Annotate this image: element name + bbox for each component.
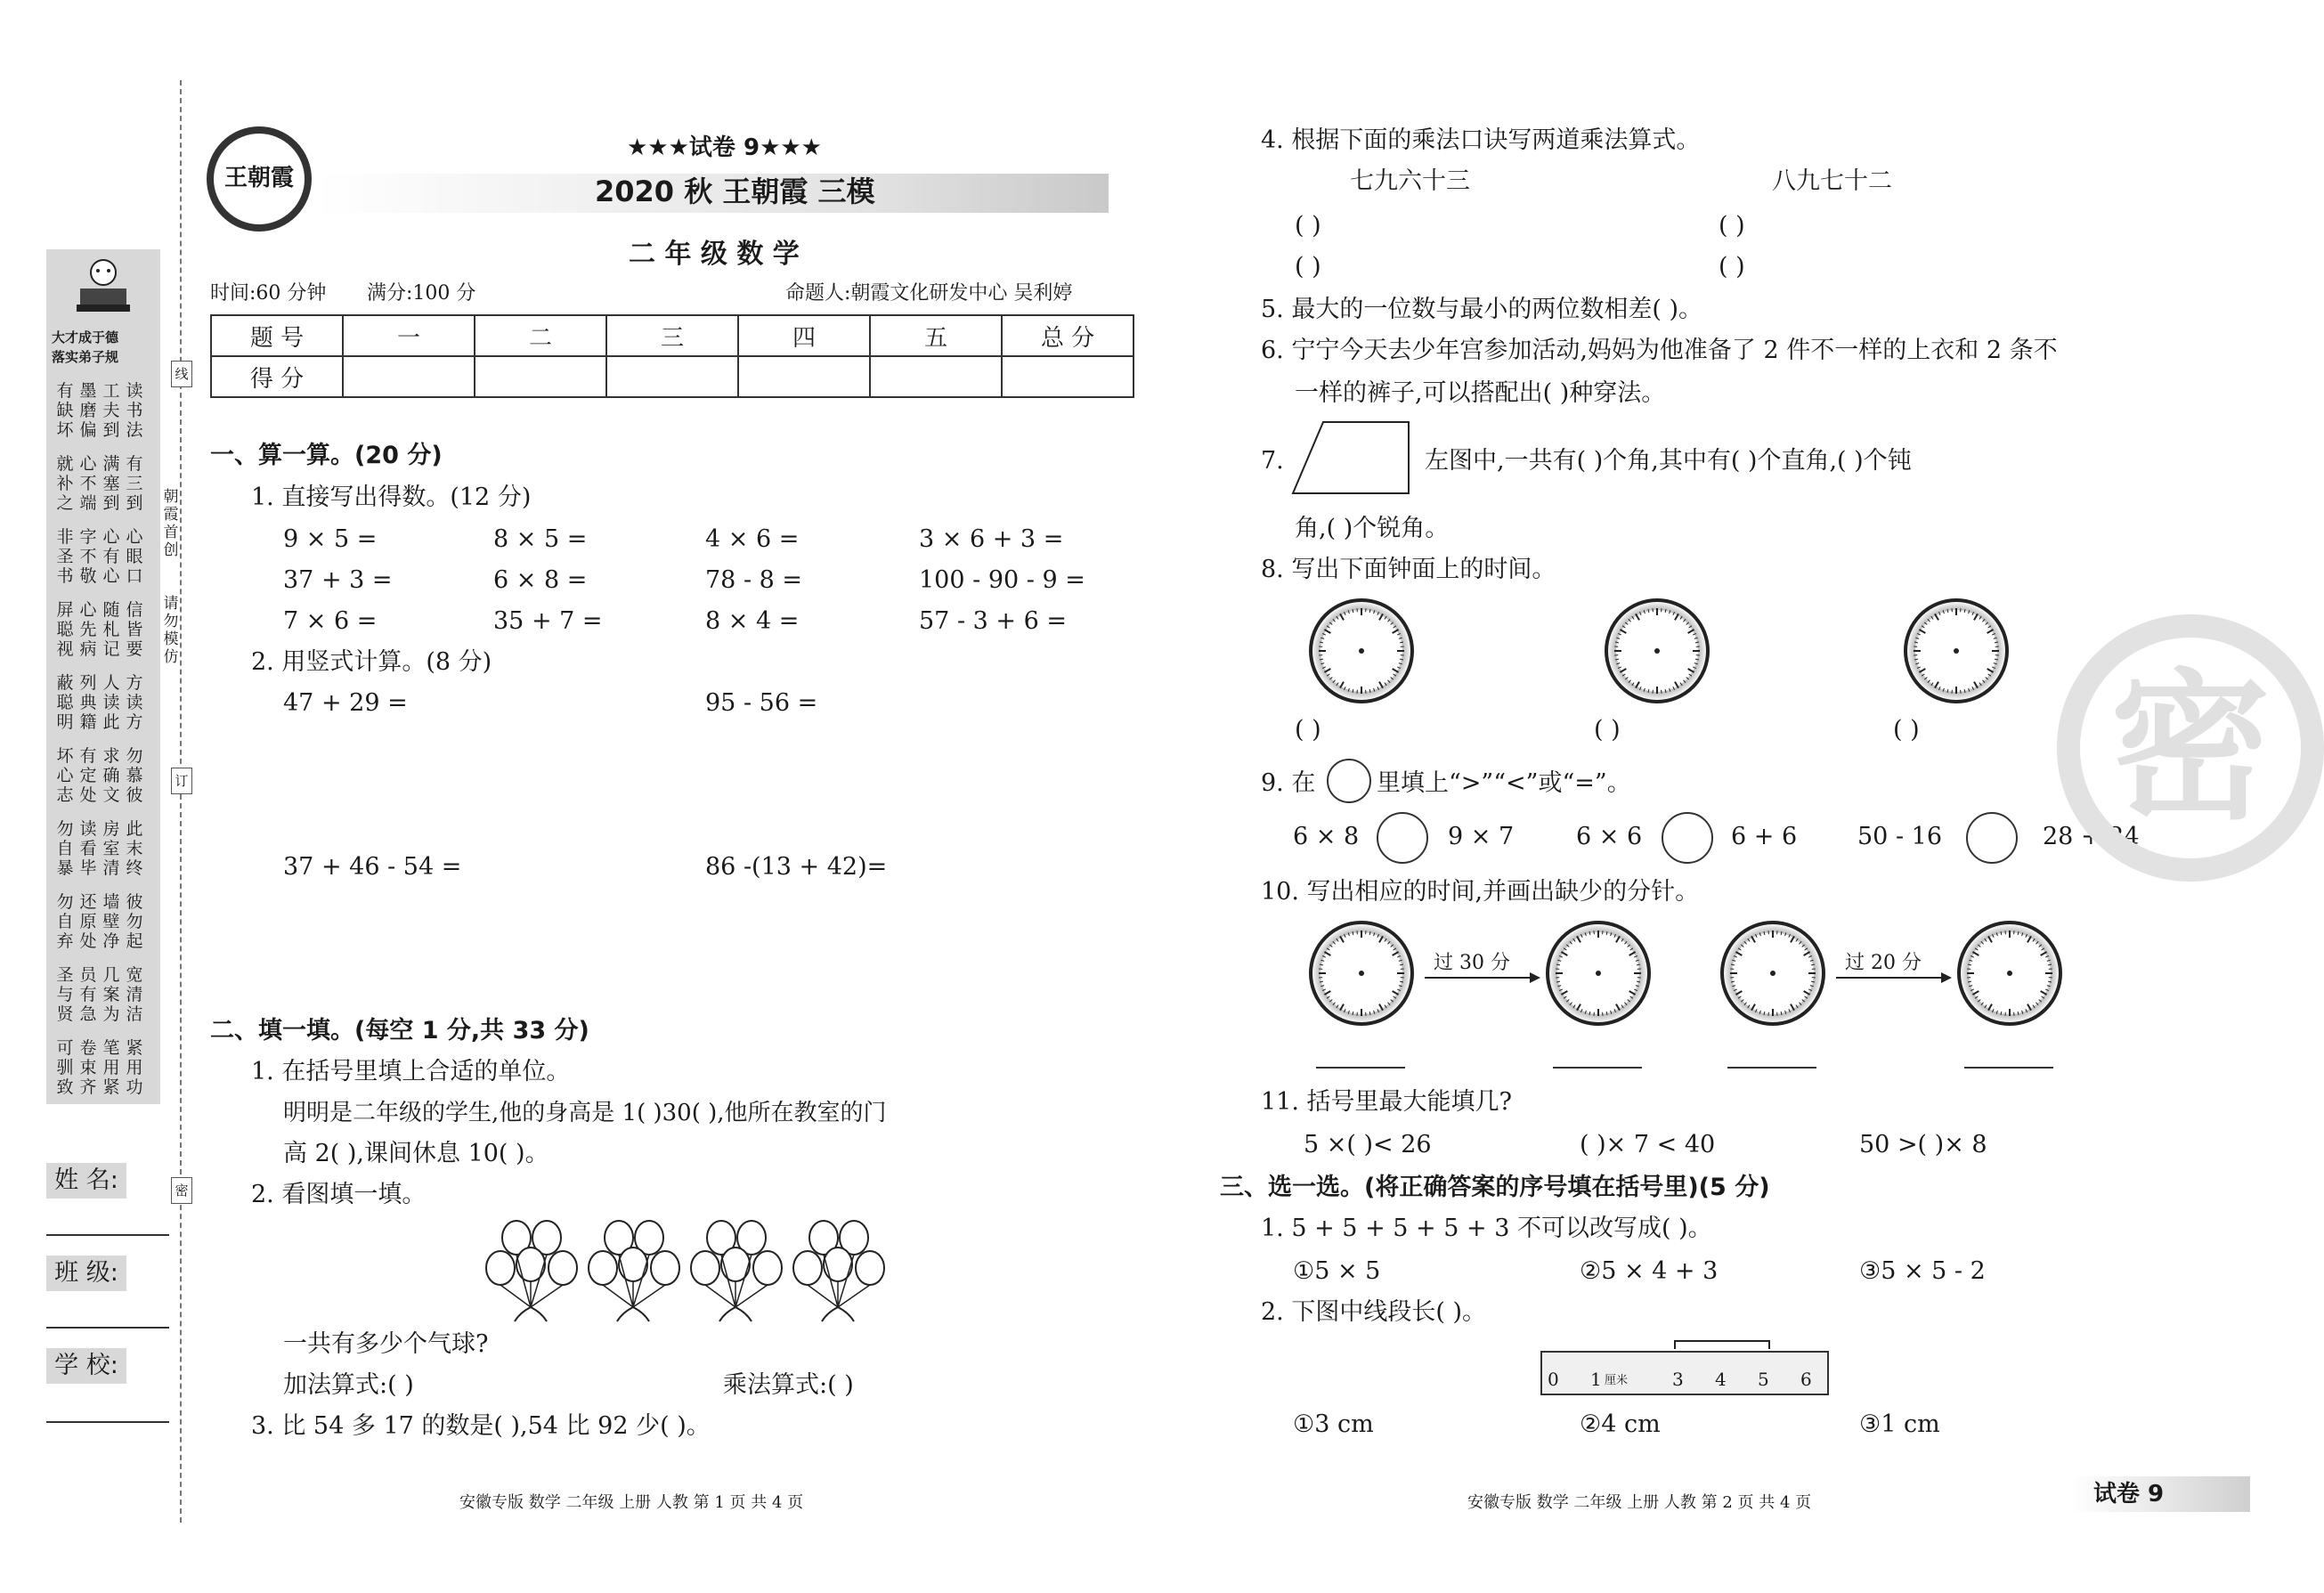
score-cell-total[interactable] xyxy=(1002,356,1134,397)
clock-answer-1[interactable]: ( ) xyxy=(1295,716,1321,744)
verse-column: 满塞到 xyxy=(102,454,120,513)
s2-q1-line2: 高 2( ),课间休息 10( )。 xyxy=(283,1140,549,1167)
vertical-calc-2: 95 - 56 = xyxy=(705,689,818,717)
arrow-label-2: 过 20 分 xyxy=(1845,952,1922,974)
footer-right: 安徽专版 数学 二年级 上册 人教 第 2 页 共 4 页 xyxy=(1467,1493,1812,1512)
verse-column: 卷束齐 xyxy=(79,1038,97,1097)
fold-note-1: 朝霞首创 xyxy=(163,488,179,559)
compare-2-left: 6 × 6 xyxy=(1576,823,1643,850)
s3-q2-title: 2. 下图中线段长( )。 xyxy=(1261,1298,1486,1326)
verse-column: 墨磨偏 xyxy=(79,381,97,440)
compare-1-right: 9 × 7 xyxy=(1448,823,1515,850)
school-line[interactable] xyxy=(46,1421,169,1423)
s2-q2-title: 2. 看图填一填。 xyxy=(251,1181,427,1208)
calc-9: 7 × 6 = xyxy=(283,607,378,635)
ruler-icon xyxy=(1540,1351,1829,1395)
verse-column: 此末终 xyxy=(126,819,143,878)
rhyme-2-blank-2[interactable]: ( ) xyxy=(1719,253,1745,280)
compare-2-right: 6 + 6 xyxy=(1731,823,1798,850)
s2-q7-num: 7. xyxy=(1261,447,1284,475)
ruler-segment xyxy=(1674,1340,1770,1349)
verse-column: 有缺坏 xyxy=(56,381,74,440)
calc-11: 8 × 4 = xyxy=(705,607,800,635)
q10-answer-line-3[interactable] xyxy=(1727,1067,1816,1069)
rhyme-1-blank-1[interactable]: ( ) xyxy=(1295,212,1321,240)
verse-column: 勿自弃 xyxy=(56,892,74,951)
class-line[interactable] xyxy=(46,1327,169,1329)
ruler-tick-3: 3 xyxy=(1672,1369,1684,1390)
s3-q1-option-2[interactable]: ②5 × 4 + 3 xyxy=(1580,1257,1719,1285)
clock-icon xyxy=(1546,921,1651,1026)
score-cell-3[interactable] xyxy=(606,356,738,397)
s2-q7-line1: 左图中,一共有( )个角,其中有( )个直角,( )个钝 xyxy=(1425,447,1912,475)
compare-3-right: 28 + 24 xyxy=(2043,823,2140,850)
motto-1: 大才成于德 xyxy=(52,329,119,345)
verse-column: 几案为 xyxy=(102,965,120,1024)
score-head-1: 一 xyxy=(343,315,475,356)
s2-q5: 5. 最大的一位数与最小的两位数相差( )。 xyxy=(1261,296,1702,323)
student-figure-icon xyxy=(73,256,134,321)
verse-column: 勿自暴 xyxy=(56,819,74,878)
page-title: 2020 秋 王朝霞 三模 xyxy=(595,175,875,208)
compare-3-left: 50 - 16 xyxy=(1857,823,1943,850)
section1-title: 一、算一算。(20 分) xyxy=(210,442,443,469)
calc-4: 3 × 6 + 3 = xyxy=(919,525,1064,553)
clock-icon xyxy=(1309,598,1414,703)
verse-column: 有定处 xyxy=(79,746,97,805)
balloon-icon xyxy=(788,1218,895,1325)
s2-q11-title: 11. 括号里最大能填几? xyxy=(1261,1088,1512,1116)
s3-q2-option-1[interactable]: ①3 cm xyxy=(1293,1410,1374,1438)
s2-q8-title: 8. 写出下面钟面上的时间。 xyxy=(1261,556,1556,583)
subject-title: 二 年 级 数 学 xyxy=(629,239,800,270)
calc-5: 37 + 3 = xyxy=(283,566,393,594)
q10-answer-line-4[interactable] xyxy=(1964,1067,2053,1069)
clock-icon xyxy=(1720,921,1825,1026)
compare-circle-3[interactable] xyxy=(1966,812,2018,864)
verse-column: 勿慕彼 xyxy=(126,746,143,805)
clock-icon xyxy=(1904,598,2009,703)
q11-item-1: 5 ×( )< 26 xyxy=(1304,1131,1432,1158)
ruler-tick-0: 0 xyxy=(1548,1369,1559,1390)
binding-line xyxy=(180,80,182,1523)
class-label: 班 级: xyxy=(46,1256,126,1291)
s2-q2-mul: 乘法算式:( ) xyxy=(723,1371,854,1399)
clock-icon xyxy=(1605,598,1710,703)
author: 命题人:朝霞文化研发中心 吴利婷 xyxy=(785,282,1073,305)
s3-q2-option-2[interactable]: ②4 cm xyxy=(1580,1410,1661,1438)
fold-note-2: 请勿模仿 xyxy=(163,595,179,666)
s2-q9-title-a: 9. 在 xyxy=(1261,769,1316,797)
verse-column: 还原处 xyxy=(79,892,97,951)
q10-answer-line-1[interactable] xyxy=(1316,1067,1405,1069)
score-head-total: 总 分 xyxy=(1002,315,1134,356)
verse-column: 求确文 xyxy=(102,746,120,805)
section2-title: 二、填一填。(每空 1 分,共 33 分) xyxy=(210,1017,589,1044)
rhyme-2-blank-1[interactable]: ( ) xyxy=(1719,212,1745,240)
score-table xyxy=(210,314,1134,398)
clock-icon xyxy=(1957,921,2062,1026)
score-head-2: 二 xyxy=(475,315,606,356)
score-cell-4[interactable] xyxy=(738,356,870,397)
rhyme-1: 七九六十三 xyxy=(1350,167,1470,195)
vertical-calc-4: 86 -(13 + 42)= xyxy=(705,853,888,881)
verse-column: 心眼口 xyxy=(126,527,143,586)
full-score: 满分:100 分 xyxy=(367,282,476,305)
paper-number: ★★★试卷 9★★★ xyxy=(627,134,822,161)
verse-column: 读书法 xyxy=(126,381,143,440)
s2-q9-title-b: 里填上“>”“<”或“=”。 xyxy=(1377,769,1631,797)
verse-column: 人读此 xyxy=(102,673,120,732)
score-header-row xyxy=(211,315,1134,356)
clock-answer-3[interactable]: ( ) xyxy=(1893,716,1920,744)
compare-circle-2[interactable] xyxy=(1662,812,1713,864)
balloon-icon xyxy=(686,1218,792,1325)
verse-column: 有三到 xyxy=(126,454,143,513)
calc-10: 35 + 7 = xyxy=(493,607,603,635)
calc-1: 9 × 5 = xyxy=(283,525,378,553)
verse-column: 紧用功 xyxy=(126,1038,143,1097)
q11-item-2: ( )× 7 < 40 xyxy=(1580,1131,1716,1158)
verse-column: 笔用紧 xyxy=(102,1038,120,1097)
arrow-label-1: 过 30 分 xyxy=(1434,952,1510,974)
verse-column: 心有心 xyxy=(102,527,120,586)
s2-q2-add: 加法算式:( ) xyxy=(283,1371,414,1399)
name-label: 姓 名: xyxy=(46,1163,126,1199)
corner-label xyxy=(2070,1476,2250,1512)
verse-column: 随札记 xyxy=(102,600,120,659)
calc-3: 4 × 6 = xyxy=(705,525,800,553)
margin-strip xyxy=(46,249,160,1104)
verse-column: 房室清 xyxy=(102,819,120,878)
calc-7: 78 - 8 = xyxy=(705,566,803,594)
school-label: 学 校: xyxy=(46,1348,126,1384)
compare-1-left: 6 × 8 xyxy=(1293,823,1360,850)
verse-column: 员有急 xyxy=(79,965,97,1024)
verse-column: 圣与贤 xyxy=(56,965,74,1024)
parallelogram-icon xyxy=(1291,420,1412,497)
s3-q1-title: 1. 5 + 5 + 5 + 5 + 3 不可以改写成( )。 xyxy=(1261,1215,1712,1242)
s2-q6-line2: 一样的裤子,可以搭配出( )种穿法。 xyxy=(1295,379,1666,407)
compare-circle-1[interactable] xyxy=(1377,812,1428,864)
score-head-3: 三 xyxy=(606,315,738,356)
verse-column: 列典籍 xyxy=(79,673,97,732)
verse-column: 坏心志 xyxy=(56,746,74,805)
score-head-label: 题 号 xyxy=(211,315,343,356)
verse-column: 信皆要 xyxy=(126,600,143,659)
verse-column: 工夫到 xyxy=(102,381,120,440)
ruler-tick-5: 5 xyxy=(1758,1369,1769,1390)
name-line[interactable] xyxy=(46,1234,169,1236)
verse-column: 心不端 xyxy=(79,454,97,513)
section3-title: 三、选一选。(将正确答案的序号填在括号里)(5 分) xyxy=(1220,1174,1770,1201)
score-row-label: 得 分 xyxy=(211,356,343,397)
vertical-calc-3: 37 + 46 - 54 = xyxy=(283,853,462,881)
calc-12: 57 - 3 + 6 = xyxy=(919,607,1067,635)
rhyme-2: 八九七十二 xyxy=(1772,167,1892,195)
verse-column: 蔽聪明 xyxy=(56,673,74,732)
exam-time: 时间:60 分钟 xyxy=(210,282,327,305)
logo: 王朝霞 xyxy=(207,126,312,232)
secret-stamp: 密 xyxy=(2057,614,2324,882)
ruler-tick-1: 1 xyxy=(1590,1369,1602,1390)
fold-mark-3: 密 xyxy=(171,1177,192,1204)
calc-8: 100 - 90 - 9 = xyxy=(919,566,1085,594)
motto-2: 落实弟子规 xyxy=(52,349,119,365)
calc-6: 6 × 8 = xyxy=(493,566,588,594)
s2-q4-title: 4. 根据下面的乘法口诀写两道乘法算式。 xyxy=(1261,126,1701,154)
s2-q2-question: 一共有多少个气球? xyxy=(283,1330,489,1358)
ruler-tick-unit: 厘米 xyxy=(1605,1374,1629,1387)
vertical-calc-1: 47 + 29 = xyxy=(283,689,408,717)
footer-left: 安徽专版 数学 二年级 上册 人教 第 1 页 共 4 页 xyxy=(459,1493,804,1512)
calc-2: 8 × 5 = xyxy=(493,525,588,553)
verse-column: 宽清洁 xyxy=(126,965,143,1024)
q11-item-3: 50 >( )× 8 xyxy=(1859,1131,1987,1158)
clock-answer-2[interactable]: ( ) xyxy=(1594,716,1621,744)
s1-q1-title: 1. 直接写出得数。(12 分) xyxy=(251,484,532,511)
clock-icon xyxy=(1309,921,1414,1026)
verse-column: 方读方 xyxy=(126,673,143,732)
q10-answer-line-2[interactable] xyxy=(1553,1067,1642,1069)
verse-column: 字不敬 xyxy=(79,527,97,586)
score-cell-5[interactable] xyxy=(870,356,1002,397)
s2-q6-line1: 6. 宁宁今天去少年宫参加活动,妈妈为他准备了 2 件不一样的上衣和 2 条不 xyxy=(1261,337,2058,364)
s3-q1-option-1[interactable]: ①5 × 5 xyxy=(1293,1257,1381,1285)
s3-q1-option-3[interactable]: ③5 × 5 - 2 xyxy=(1859,1257,1986,1285)
s3-q2-option-3[interactable]: ③1 cm xyxy=(1859,1410,1940,1438)
score-value-row xyxy=(211,356,1134,397)
balloon-icon xyxy=(583,1218,690,1325)
verse-column: 墙壁净 xyxy=(102,892,120,951)
score-cell-1[interactable] xyxy=(343,356,475,397)
verse-column: 就补之 xyxy=(56,454,74,513)
rhyme-1-blank-2[interactable]: ( ) xyxy=(1295,253,1321,280)
verse-column: 彼勿起 xyxy=(126,892,143,951)
verse-column: 心先病 xyxy=(79,600,97,659)
score-head-5: 五 xyxy=(870,315,1002,356)
corner-label-text: 试卷 9 xyxy=(2093,1481,2165,1508)
score-head-4: 四 xyxy=(738,315,870,356)
fold-mark-1: 线 xyxy=(171,361,192,387)
score-cell-2[interactable] xyxy=(475,356,606,397)
verse-column: 读看毕 xyxy=(79,819,97,878)
s2-q3: 3. 比 54 多 17 的数是( ),54 比 92 少( )。 xyxy=(251,1412,711,1440)
ruler-tick-6: 6 xyxy=(1800,1369,1812,1390)
balloon-icon xyxy=(481,1218,588,1325)
ruler-tick-4: 4 xyxy=(1715,1369,1727,1390)
s1-q2-title: 2. 用竖式计算。(8 分) xyxy=(251,648,492,676)
s2-q1-title: 1. 在括号里填上合适的单位。 xyxy=(251,1058,571,1085)
s2-q7-line2: 角,( )个锐角。 xyxy=(1295,515,1450,542)
verse-column: 屏聪视 xyxy=(56,600,74,659)
s2-q1-line1: 明明是二年级的学生,他的身高是 1( )30( ),他所在教室的门 xyxy=(283,1100,887,1126)
fold-mark-2: 订 xyxy=(171,768,192,794)
verse-column: 可驯致 xyxy=(56,1038,74,1097)
compare-circle-sample xyxy=(1327,759,1371,803)
verse-column: 非圣书 xyxy=(56,527,74,586)
s2-q10-title: 10. 写出相应的时间,并画出缺少的分针。 xyxy=(1261,878,1700,906)
